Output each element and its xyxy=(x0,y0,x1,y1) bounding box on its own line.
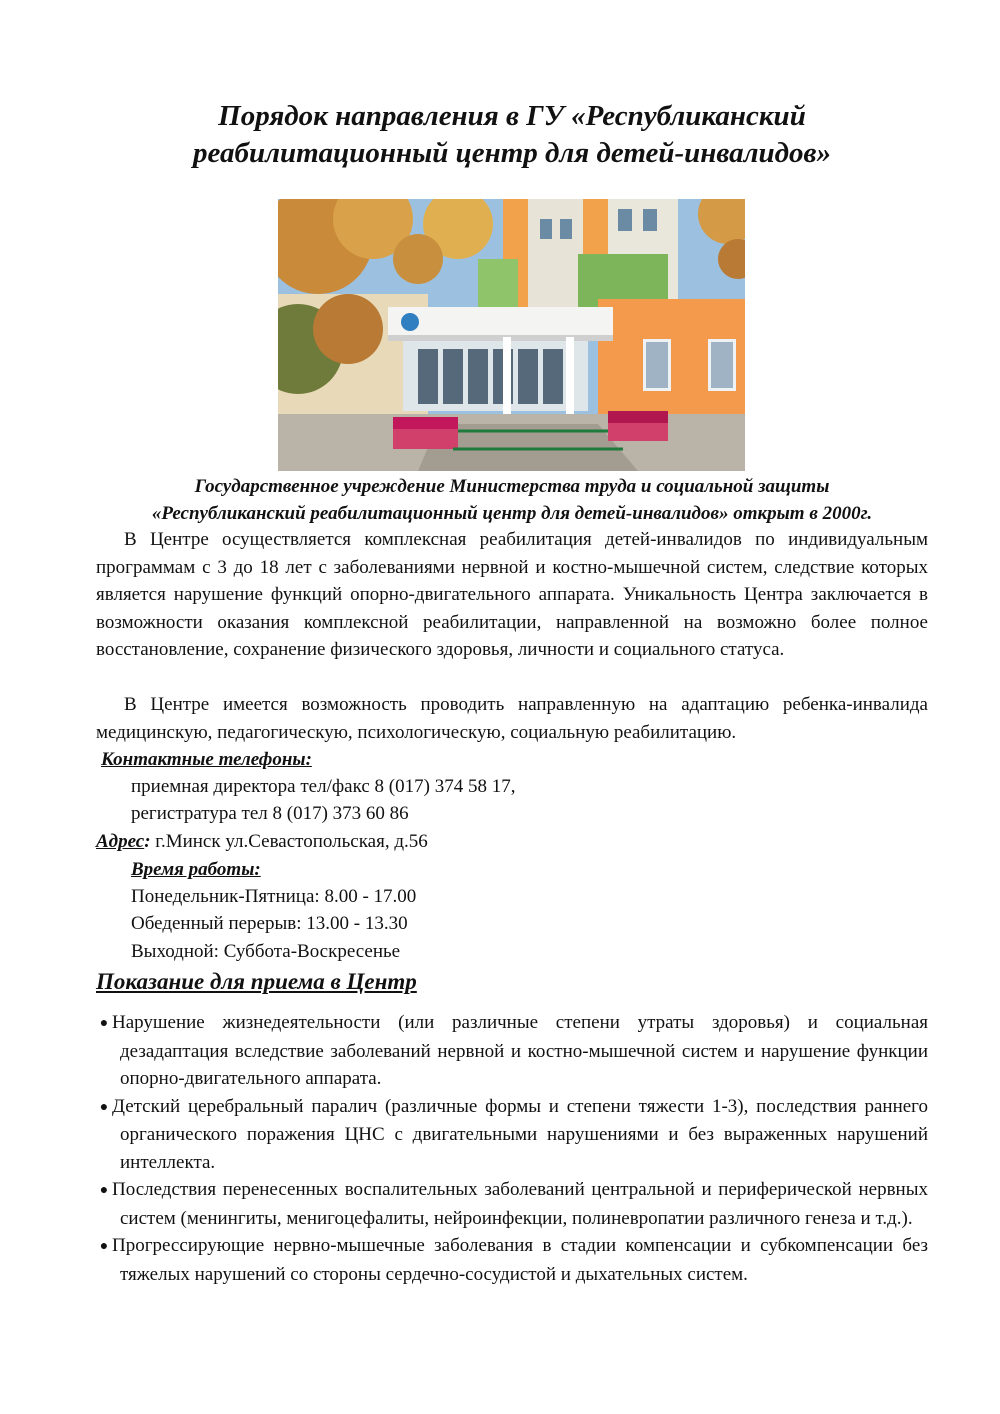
hours-weekend: Выходной: Суббота-Воскресенье xyxy=(131,941,401,962)
address-label: Адрес xyxy=(96,831,145,852)
hours-heading: Время работы: xyxy=(131,859,261,880)
contacts-heading: Контактные телефоны: xyxy=(101,749,312,770)
address-value: г.Минск ул.Севастопольская, д.56 xyxy=(150,831,428,852)
list-item: ● Детский церебральный паралич (различные формы и степени тяжести 1-3), последствия раннего органического поражения ЦНС с двигательными нарушениями и без выраженных нарушений интеллекта. xyxy=(96,1093,928,1177)
bullet-icon: ● xyxy=(99,1239,109,1254)
title-line-2: реабилитационный центр для детей-инвалидов» xyxy=(192,137,832,169)
bullet-icon: ● xyxy=(99,1099,109,1115)
bullet-icon: ● xyxy=(99,1183,109,1198)
indications-heading: Показание для приема в Центр xyxy=(96,969,417,994)
bullet-icon: ● xyxy=(99,1016,109,1031)
indications-list xyxy=(96,1009,928,1288)
building-illustration xyxy=(278,199,745,471)
center-building-photo xyxy=(278,199,745,471)
list-item: ● Последствия перенесенных воспалительных заболеваний центральной и периферической нервных систем (менингиты, менигоцефалиты, нейроинфекции, полиневропатии различного генеза и т.д.). xyxy=(96,1176,928,1232)
address-line xyxy=(96,828,428,855)
title-line-1: Порядок направления в ГУ «Республиканский xyxy=(218,100,806,132)
intro-paragraph: В Центре осуществляется комплексная реабилитация детей-инвалидов по индивидуальным программам с 3 до 18 лет с заболеваниями нервной и костно-мышечной систем, следствие которых является нарушение функций опорно-двигательного аппарата. Уникальность Центра заключается в возможности оказания комплексной реабилитации, направленной на возможно более полное восстановление, сохранение физического здоровья, личности и социального статуса. xyxy=(96,529,928,660)
list-item: ● Прогрессирующие нервно-мышечные заболевания в стадии компенсации и субкомпенсации без тяжелых нарушений со стороны сердечно-сосудистой и дыхательных систем. xyxy=(96,1232,928,1288)
photo-caption xyxy=(60,473,964,527)
contact-phone-director: приемная директора тел/факс 8 (017) 374 58 17, xyxy=(131,776,516,797)
document-title xyxy=(60,98,964,172)
hours-lunch: Обеденный перерыв: 13.00 - 13.30 xyxy=(131,913,408,934)
rehabilitation-paragraph: В Центре имеется возможность проводить направленную на адаптацию ребенка-инвалида медицинскую, педагогическую, психологическую, социальную реабилитацию. xyxy=(96,694,928,743)
hours-weekdays: Понедельник-Пятница: 8.00 - 17.00 xyxy=(131,886,417,907)
address-colon: : xyxy=(144,831,151,852)
caption-line-2: «Республиканский реабилитационный центр для детей-инвалидов» открыт в 2000г. xyxy=(151,503,873,524)
list-item: ● Нарушение жизнедеятельности (или различные степени утраты здоровья) и социальная дезадаптация вследствие заболеваний нервной и костно-мышечной систем и нарушение функции опорно-двигательного аппарата. xyxy=(96,1009,928,1093)
caption-line-1: Государственное учреждение Министерства труда и социальной защиты xyxy=(194,476,830,497)
contact-phone-registry: регистратура тел 8 (017) 373 60 86 xyxy=(131,803,409,824)
